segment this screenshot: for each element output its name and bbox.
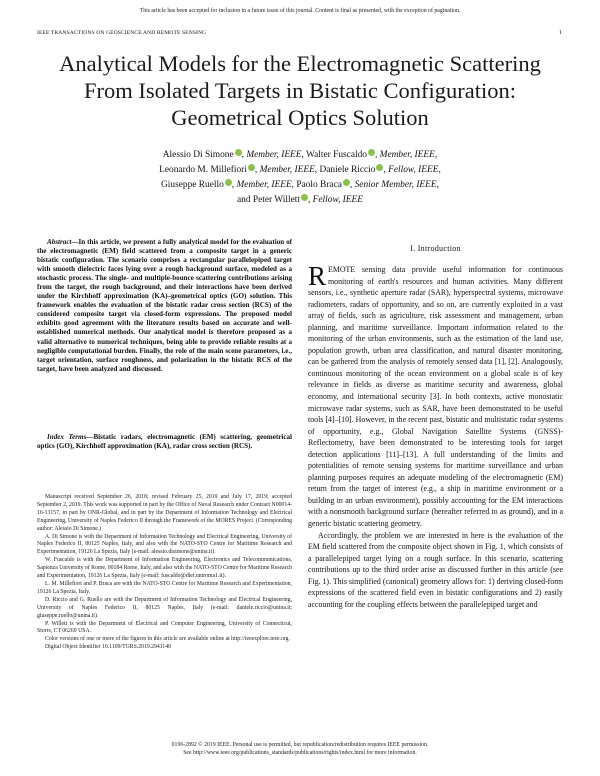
- author-affiliation: Member, IEEE: [259, 165, 315, 175]
- author-name: Walter Fuscaldo: [306, 150, 367, 160]
- orcid-icon[interactable]: [376, 164, 383, 171]
- footnote-color-note: Color versions of one or more of the figures in this article are available online at http://ieeexplore.ieee.org.: [45, 636, 290, 643]
- orcid-icon[interactable]: [343, 179, 350, 186]
- orcid-icon[interactable]: [235, 149, 242, 156]
- running-head: IEEE TRANSACTIONS ON GEOSCIENCE AND REMOTE SENSING: [37, 30, 207, 36]
- footnote-manuscript: Manuscript received September 26, 2018; revised February 25, 2019 and July 17, 2019; accepted September 2, 2019. This work was supported in part by the Office of Naval Research under Contract N00014-16-13157, in part by ONR-Global, and in part by the Department of Information Technology and Electrical Engineering, University of Naples Federico II through the Framework of the MORES Project. (Corresponding author: Alessio Di Simone.): [37, 494, 292, 532]
- orcid-icon[interactable]: [301, 194, 308, 201]
- intro-paragraph: REMOTE sensing data provide useful information for continuous monitoring of earth's resources and human activities. Many different sensors, i.e., synthetic aperture radar (SAR), hyperspectral systems, microwave radiometers, radars of opportunity, and so on, are currently exploited in a vast array of fields, such as agriculture, risk assessment and management, urban planning, and maritime surveillance. Important information related to the monitoring of the urban environments, such as the estimation of the land use, population growth, urban area classification, and natural disaster monitoring, can be gathered from the analysis of remotely sensed data [1], [2]. Analogously, continuous monitoring of the ocean environment on a global scale is of key relevance in fields as diverse as maritime security and awareness, global economy, and international security [3]. In both contexts, active monostatic microwave radar systems, such as SAR, have been demonstrated to be useful tools [4]–[10]. However, in the recent past, bistatic and multistatic radar systems of opportunity, e.g., Global Navigation Satellite Systems (GNSS)-Reflectometry, have been demonstrated to be interesting tools for target detection applications [11]–[13]. A full understanding of the limits and potentialities of remote sensing systems for maritime surveillance and urban planning purposes requires an adequate modeling of the electromagnetic (EM) return from the target of interest (e.g., a ship in maritime environment or a building in an urban environment), possibly accounting for the EM interactions with a nonsmooth background surface (hereafter referred to as ground), and in a generic bistatic scattering geometry.: [308, 261, 563, 529]
- orcid-icon[interactable]: [248, 164, 255, 171]
- index-terms-text: Bistatic radars, electromagnetic (EM) scattering, geometrical optics (GO), Kirchhoff approximation (KA), radar cross section (RCS).: [37, 433, 292, 451]
- drop-cap: R: [308, 261, 327, 291]
- footnote-doi: Digital Object Identifier 10.1109/TGRS.2019.2941140: [45, 644, 172, 651]
- copyright-footer: [0, 741, 600, 757]
- author-name: Giuseppe Ruello: [161, 180, 224, 190]
- author-affiliation: Member, IEEE: [236, 180, 292, 190]
- footnotes: [37, 494, 292, 652]
- author-affiliation: Member, IEEE: [246, 150, 302, 160]
- copyright-line: 0196-2892 © 2019 IEEE. Personal use is permitted, but republication/redistribution requires IEEE permission.: [171, 742, 429, 748]
- intro-paragraph: Accordingly, the problem we are interested in here is the evaluation of the EM field scattered from the composite object shown in Fig. 1, which consists of a parallelepiped target lying on a rough surface. In this scenario, scattering contributions up to the third order arise as discussed further in this article (see Fig. 1). This simplified (canonical) geometry allows for: 1) deriving closed-form expressions of the scattered field even in bistatic configurations and 2) easily accounting for the coupling effects between the parallelepiped target and: [308, 530, 563, 609]
- paper-title: Analytical Models for the Electromagnetic Scattering From Isolated Targets in Bistatic Configuration: Geometrical Optics Solution: [59, 51, 541, 130]
- author-name: Leonardo M. Millefiori: [159, 165, 247, 175]
- index-terms: Index Terms—Bistatic radars, electromagnetic (EM) scattering, geometrical optics (GO), Kirchhoff approximation (KA), radar cross section (RCS).: [37, 433, 292, 451]
- orcid-icon[interactable]: [225, 179, 232, 186]
- footnote-affiliation: A. Di Simone is with the Department of Information Technology and Electrical Engineering, University of Naples Federico II, 80125 Naples, Italy, and also with the NATO-STO Centre for Maritime Research and Experimentation, 19126 La Spezia, Italy (e-mail: alessio.disimone@unina.it).: [37, 533, 292, 556]
- section-heading: I. Introduction: [410, 244, 461, 253]
- page-number: 1: [559, 30, 562, 36]
- author-list: Alessio Di Simone , Member, IEEE, Walter Fuscaldo , Member, IEEE, Leonardo M. Millefiori , Member, IEEE, Daniele Riccio , Fellow, IEEE, Giuseppe Ruello , Member, IEEE, Paolo Braca , Senior Member, IEEE, and Peter Willett , Fellow, IEEE: [159, 150, 441, 205]
- orcid-icon[interactable]: [368, 149, 375, 156]
- footnote-affiliation: D. Riccio and G. Ruello are with the Department of Information Technology and Electrical Engineering, University of Naples Federico II, 80125 Naples, Italy (e-mail: daniele.riccio@unina.it; giuseppe.ruello@unina.it).: [37, 596, 292, 619]
- author-affiliation: Fellow, IEEE: [388, 165, 439, 175]
- acceptance-notice: This article has been accepted for inclusion in a future issue of this journal. Content is final as presented, with the exception of pagination.: [139, 8, 461, 14]
- author-name: Alessio Di Simone: [162, 150, 234, 160]
- abstract-text: In this article, we present a fully analytical model for the evaluation of the electromagnetic (EM) field scattered from a composite target in a generic bistatic configuration. The scenario comprises a rectangular parallelepiped target with smooth dielectric faces lying over a rough background surface, modeled as a stochastic process. The single- and multiple-bounce scattering contributions arising from the target, the rough background, and their interactions have been derived under the Kirchhoff approximation (KA)–geometrical optics (GO) solution. This framework enables the evaluation of the bistatic radar cross section (RCS) of the considered composite target via closed-form expressions. The proposed model exhibits good agreement with the literature results based on accurate and well-established numerical methods. Our analytical model is therefore proposed as a valid alternative to numerical techniques, being able to provide reliable results at a negligible computational burden. Finally, the role of the main scene parameters, i.e., target orientation, surface roughness, and polarization in the bistatic RCS of the target, have been analyzed and discussed.: [37, 238, 292, 373]
- footnote-affiliation: P. Willett is with the Department of Electrical and Computer Engineering, University of Connecticut, Storrs, CT 06269 USA.: [37, 620, 292, 635]
- footnote-affiliation: W. Fuscaldo is with the Department of Information Engineering, Electronics and Telecommunications, Sapienza University of Rome, 00184 Rome, Italy, and also with the NATO-STO Centre for Maritime Research and Experimentation, 19126 La Spezia, Italy (e-mail: fuscaldo@diet.uniroma1.it).: [37, 557, 292, 580]
- author-name: and Peter Willett: [236, 195, 300, 205]
- abstract: Abstract—In this article, we present a fully analytical model for the evaluation of the electromagnetic (EM) field scattered from a composite target in a generic bistatic configuration. The scenario comprises a rectangular parallelepiped target with smooth dielectric faces lying over a rough background surface, modeled as a stochastic process. The single- and multiple-bounce scattering contributions arising from the target, the rough background, and their interactions have been derived under the Kirchhoff approximation (KA)–geometrical optics (GO) solution. This framework enables the evaluation of the bistatic radar cross section (RCS) of the considered composite target via closed-form expressions. The proposed model exhibits good agreement with the literature results based on accurate and well-established numerical methods. Our analytical model is therefore proposed as a valid alternative to numerical techniques, being able to provide reliable results at a negligible computational burden. Finally, the role of the main scene parameters, i.e., target orientation, surface roughness, and polarization in the bistatic RCS of the target, have been analyzed and discussed.: [37, 238, 292, 373]
- footnote-affiliation: L. M. Millefiori and P. Braca are with the NATO-STO Centre for Maritime Research and Experimentation, 19126 La Spezia, Italy.: [37, 580, 292, 595]
- author-affiliation: Fellow, IEEE: [312, 195, 363, 205]
- author-affiliation: Senior Member, IEEE: [354, 180, 437, 190]
- index-terms-label: Index Terms: [47, 433, 87, 441]
- author-affiliation: Member, IEEE: [379, 150, 435, 160]
- introduction-body: [308, 261, 563, 610]
- author-name: Paolo Braca: [296, 180, 342, 190]
- abstract-label: Abstract: [47, 238, 72, 246]
- rights-link[interactable]: See http://www.ieee.org/publications_standards/publications/rights/index.html for more information.: [183, 750, 417, 756]
- author-name: Daniele Riccio: [319, 165, 376, 175]
